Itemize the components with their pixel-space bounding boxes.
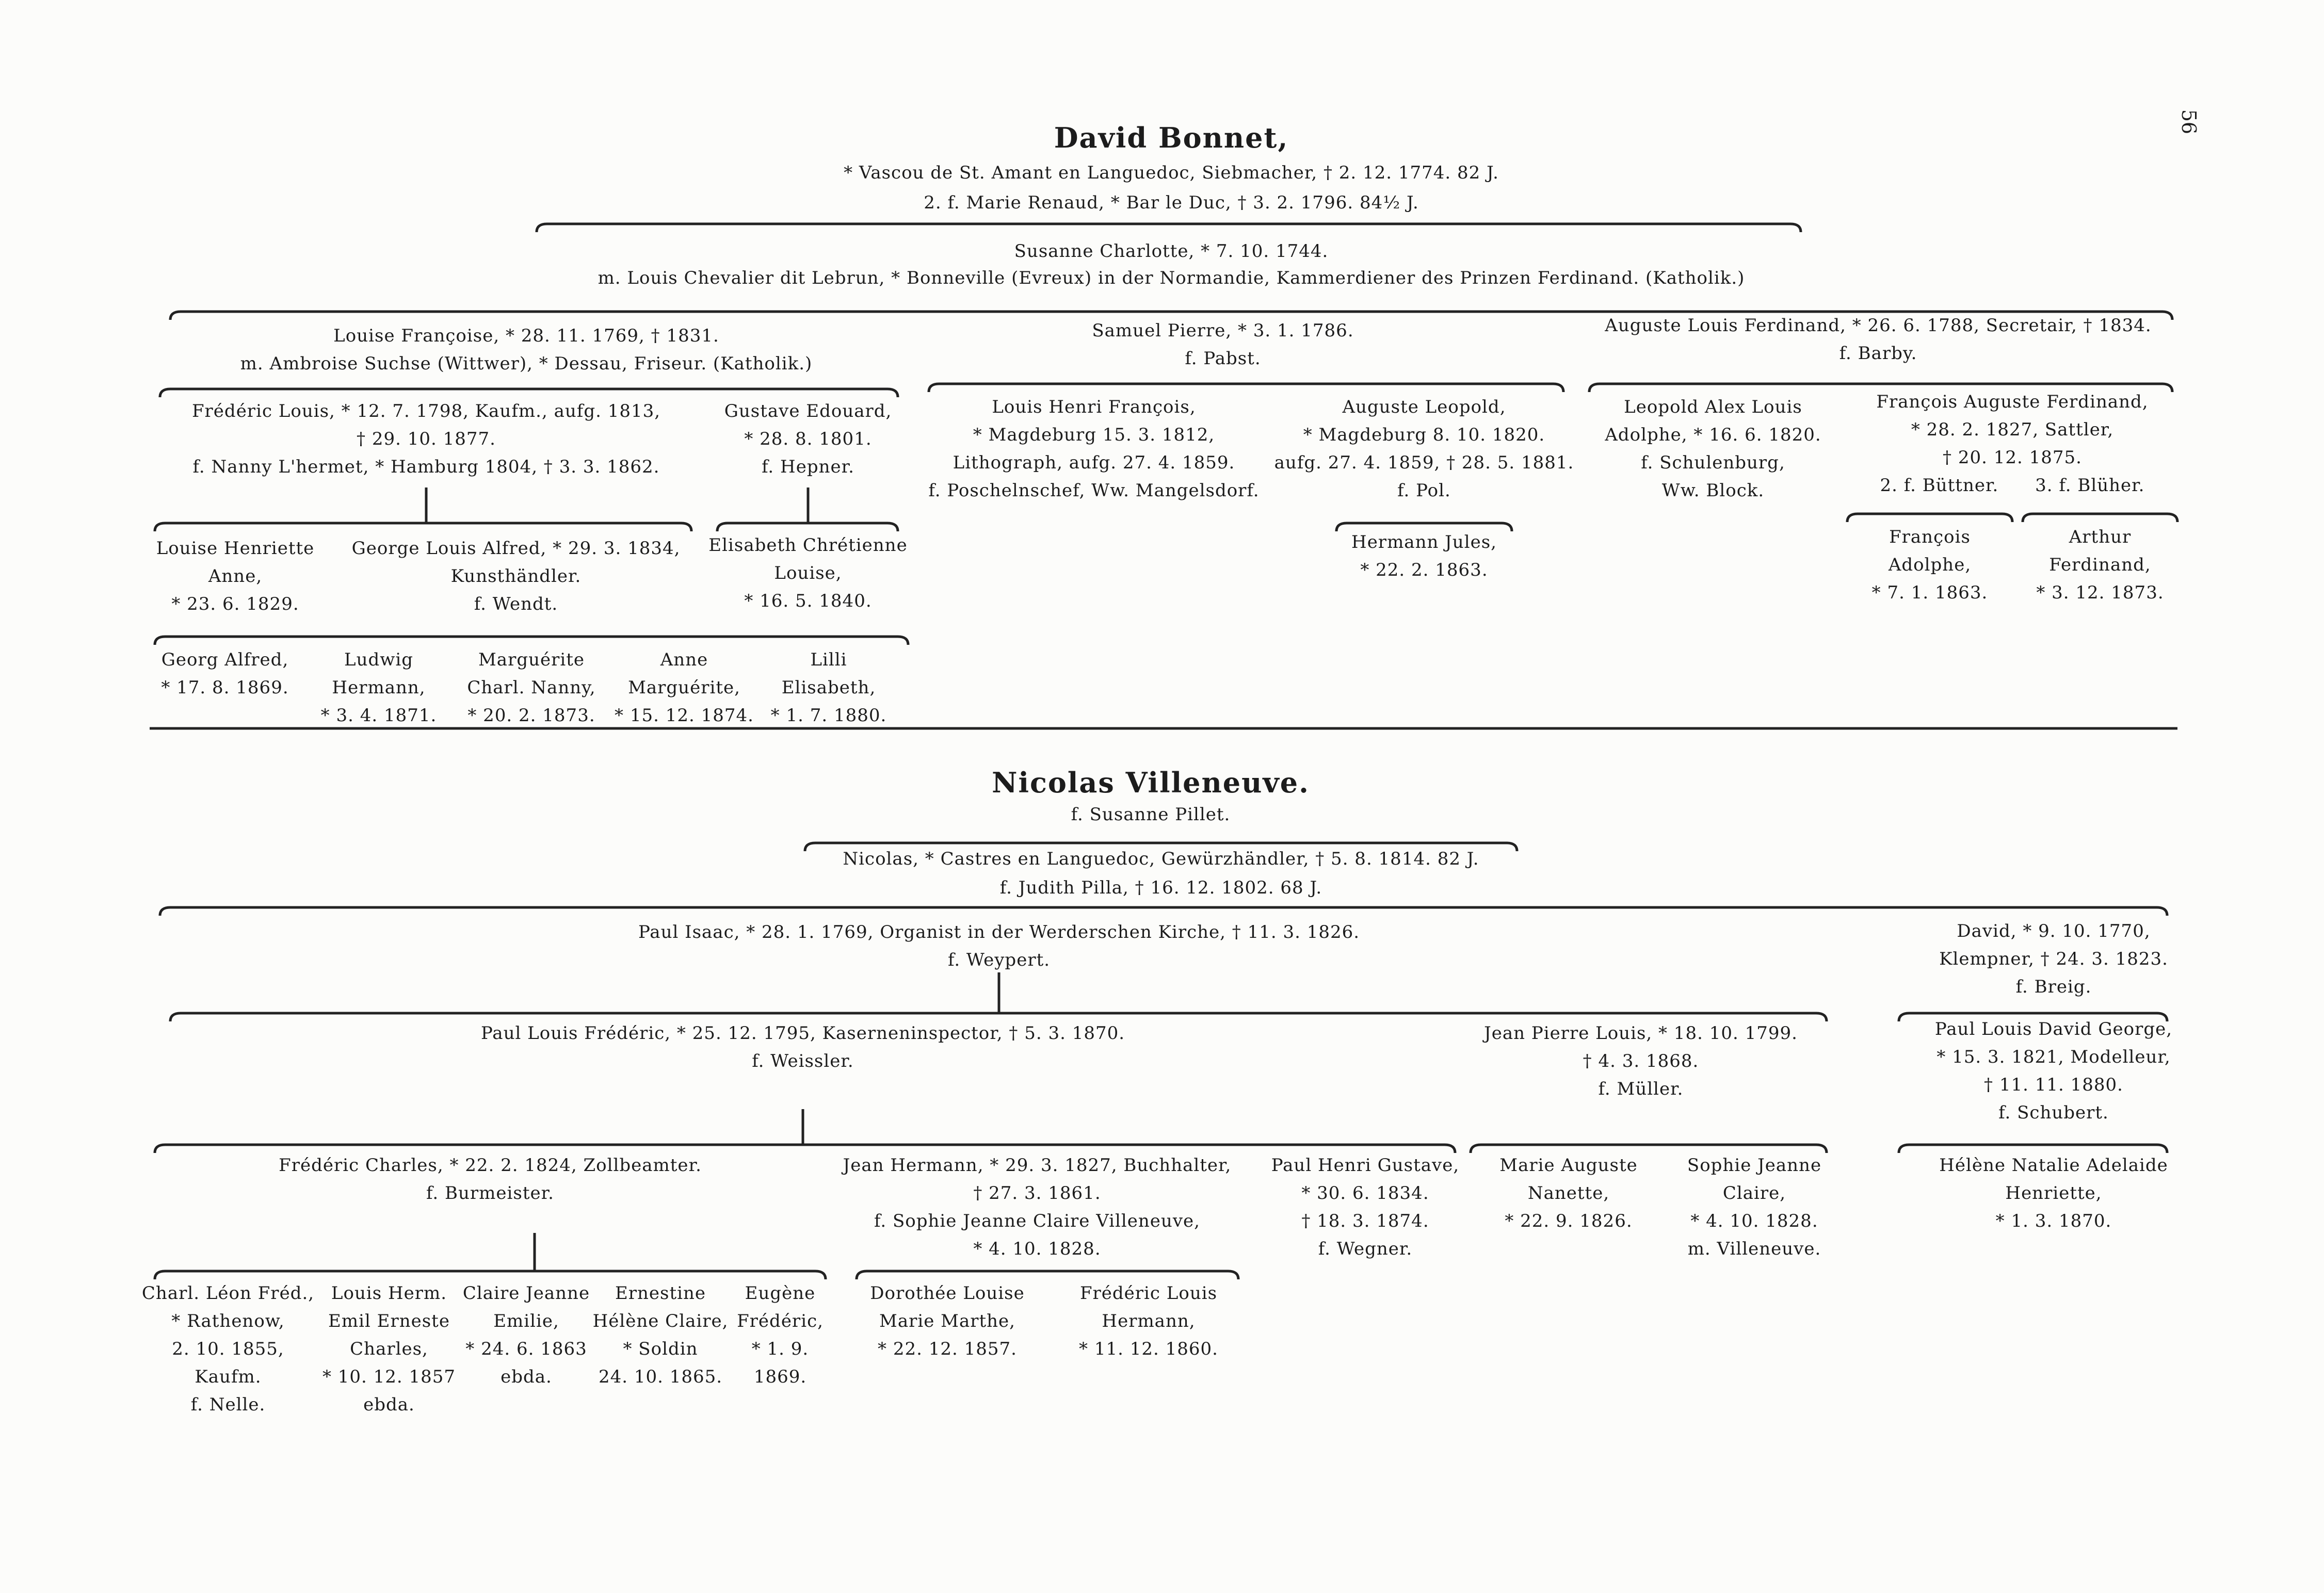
- entry-david: David, * 9. 10. 1770, Klempner, † 24. 3. 1823. f. Breig.: [1939, 921, 2168, 997]
- page-number: 56: [2177, 109, 2201, 135]
- entry-louis-herm: Louis Herm. Emil Erneste Charles, * 10. 12. 1857 ebda.: [322, 1283, 456, 1415]
- entry-paul-louis-frederic: Paul Louis Frédéric, * 25. 12. 1795, Kaserneninspector, † 5. 3. 1870. f. Weissler.: [480, 1023, 1125, 1071]
- entry-claire-jeanne: Claire Jeanne Emilie, * 24. 6. 1863 ebda.: [462, 1283, 590, 1387]
- entry-lilli-elisabeth: Lilli Elisabeth, * 1. 7. 1880.: [770, 649, 887, 726]
- entry-georg-alfred: Georg Alfred, * 17. 8. 1869.: [161, 649, 289, 698]
- entry-george-louis-alfred: George Louis Alfred, * 29. 3. 1834, Kunsthändler. f. Wendt.: [351, 538, 681, 614]
- entry-louis-henri-francois: Louis Henri François, * Magdeburg 15. 3. 1812, Lithograph, aufg. 27. 4. 1859. f. Poschelnschef, Ww. Mangelsdorf.: [928, 397, 1260, 501]
- entry-leopold-alex-louis: Leopold Alex Louis Adolphe, * 16. 6. 1820. f. Schulenburg, Ww. Block.: [1605, 397, 1821, 501]
- entry-paul-henri-gustave: Paul Henri Gustave, * 30. 6. 1834. † 18. 3. 1874. f. Wegner.: [1271, 1155, 1460, 1259]
- entry-jean-hermann: Jean Hermann, * 29. 3. 1827, Buchhalter, † 27. 3. 1861. f. Sophie Jeanne Claire Villeneuve, * 4. 10. 1828.: [843, 1155, 1232, 1259]
- villeneuve-wife-line: f. Susanne Pillet.: [1071, 804, 1231, 825]
- entry-sophie-jeanne: Sophie Jeanne Claire, * 4. 10. 1828. m. Villeneuve.: [1687, 1155, 1822, 1259]
- entry-anne-marguerite: Anne Marguérite, * 15. 12. 1874.: [615, 649, 754, 726]
- entry-louise-henriette: Louise Henriette Anne, * 23. 6. 1829.: [156, 538, 315, 614]
- entry-francois-auguste-ferdinand: François Auguste Ferdinand, * 28. 2. 1827, Sattler, † 20. 12. 1875. 2. f. Büttner. 3. f. Blüher.: [1876, 392, 2149, 496]
- entry-paul-isaac: Paul Isaac, * 28. 1. 1769, Organist in der Werderschen Kirche, † 11. 3. 1826. f. Weypert.: [638, 922, 1360, 970]
- entry-ludwig-hermann: Ludwig Hermann, * 3. 4. 1871.: [320, 649, 437, 726]
- entry-francois-adolphe: François Adolphe, * 7. 1. 1863.: [1871, 527, 1988, 603]
- entry-frederic-charles: Frédéric Charles, * 22. 2. 1824, Zollbeamter. f. Burmeister.: [279, 1155, 702, 1204]
- entry-nicolas: Nicolas, * Castres en Languedoc, Gewürzhändler, † 5. 8. 1814. 82 J.: [843, 849, 1479, 869]
- entry-susanne-spouse: m. Louis Chevalier dit Lebrun, * Bonneville (Evreux) in der Normandie, Kammerdiener des Prinzen Ferdinand. (Katholik.): [598, 268, 1745, 288]
- bonnet-birth-line: * Vascou de St. Amant en Languedoc, Siebmacher, † 2. 12. 1774. 82 J.: [844, 162, 1499, 183]
- entry-samuel-pierre: Samuel Pierre, * 3. 1. 1786. f. Pabst.: [1092, 320, 1354, 369]
- entry-frederic-louis-hermann: Frédéric Louis Hermann, * 11. 12. 1860.: [1079, 1283, 1218, 1359]
- entry-jean-pierre-louis: Jean Pierre Louis, * 18. 10. 1799. † 4. 3. 1868. f. Müller.: [1484, 1023, 1798, 1099]
- entry-gustave-edouard: Gustave Edouard, * 28. 8. 1801. f. Hepner.: [724, 401, 892, 477]
- entry-louise-francoise: Louise Françoise, * 28. 11. 1769, † 1831. m. Ambroise Suchse (Wittwer), * Dessau, Friseur. (Katholik.): [240, 326, 813, 374]
- entry-ernestine: Ernestine Hélène Claire, * Soldin 24. 10. 1865.: [592, 1283, 729, 1387]
- entry-eugene: Eugène Frédéric, * 1. 9. 1869.: [737, 1283, 824, 1387]
- entry-helene-natalie: Hélène Natalie Adelaide Henriette, * 1. 3. 1870.: [1939, 1155, 2168, 1231]
- entry-dorothee: Dorothée Louise Marie Marthe, * 22. 12. 1857.: [870, 1283, 1025, 1359]
- entry-nicolas-spouse: f. Judith Pilla, † 16. 12. 1802. 68 J.: [999, 877, 1322, 898]
- entry-auguste-leopold: Auguste Leopold, * Magdeburg 8. 10. 1820. aufg. 27. 4. 1859, † 28. 5. 1881. f. Pol.: [1274, 397, 1574, 501]
- entry-paul-louis-david-george: Paul Louis David George, * 15. 3. 1821, Modelleur, † 11. 11. 1880. f. Schubert.: [1934, 1019, 2173, 1123]
- entry-elisabeth-chretienne: Elisabeth Chrétienne Louise, * 16. 5. 1840.: [708, 535, 908, 611]
- entry-susanne-charlotte: Susanne Charlotte, * 7. 10. 1744.: [1014, 241, 1329, 262]
- family-title-bonnet: David Bonnet,: [1054, 121, 1289, 154]
- entry-auguste-louis-ferdinand: Auguste Louis Ferdinand, * 26. 6. 1788, Secretair, † 1834. f. Barby.: [1605, 315, 2152, 364]
- entry-frederic-louis: Frédéric Louis, * 12. 7. 1798, Kaufm., aufg. 1813, † 29. 10. 1877. f. Nanny L'hermet, * Hamburg 1804, † 3. 3. 1862.: [191, 401, 661, 477]
- entry-charl-leon: Charl. Léon Fréd., * Rathenow, 2. 10. 1855, Kaufm. f. Nelle.: [141, 1283, 315, 1415]
- entry-marie-auguste: Marie Auguste Nanette, * 22. 9. 1826.: [1499, 1155, 1638, 1231]
- bonnet-wife-line: 2. f. Marie Renaud, * Bar le Duc, † 3. 2. 1796. 84½ J.: [924, 192, 1419, 213]
- family-title-villeneuve: Nicolas Villeneuve.: [992, 766, 1310, 799]
- entry-hermann-jules: Hermann Jules, * 22. 2. 1863.: [1351, 532, 1497, 580]
- entry-marguerite: Marguérite Charl. Nanny, * 20. 2. 1873.: [467, 649, 596, 726]
- entry-arthur-ferdinand: Arthur Ferdinand, * 3. 12. 1873.: [2036, 527, 2164, 603]
